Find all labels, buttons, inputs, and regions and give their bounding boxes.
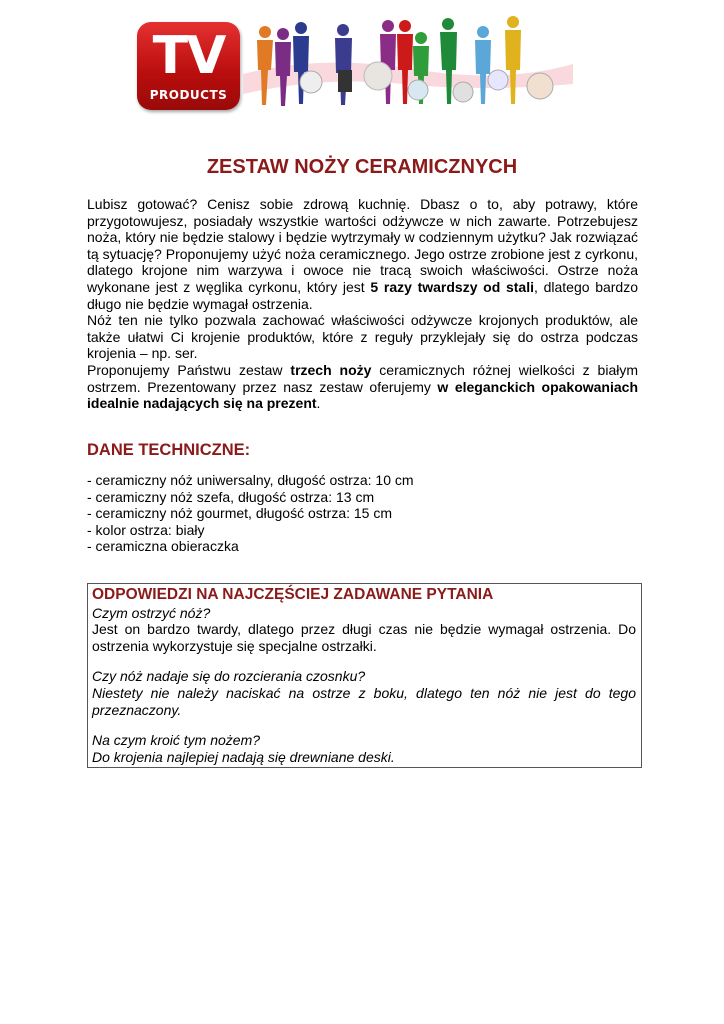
logo-tv-text: TV <box>152 26 225 86</box>
faq-box <box>87 583 642 768</box>
intro-paragraph-1 <box>87 196 638 312</box>
intro-p3-text: Proponujemy Państwu zestaw <box>87 361 291 378</box>
faq-question: Na czym kroić tym nożem? <box>92 732 261 749</box>
intro-p3-text-end: . <box>316 395 321 412</box>
faq-question: Czy nóż nadaje się do rozcierania czosnku? <box>92 668 366 685</box>
intro-p3-bold-1: trzech noży <box>290 361 372 378</box>
faq-heading: ODPOWIEDZI NA NAJCZĘŚCIEJ ZADAWANE PYTANIA <box>92 586 494 603</box>
faq-answer: Jest on bardzo twardy, dlatego przez długi czas nie będzie wymagał ostrzenia. Do ostrzenia wykorzystuje się specjalne ostrzałki. <box>92 621 636 654</box>
faq-question: Czym ostrzyć nóż? <box>92 604 211 621</box>
intro-p1-bold: 5 razy twardszy od stali <box>370 278 534 295</box>
logo-products-text: PRODUCTS <box>149 88 228 102</box>
spec-item: - ceramiczna obieraczka <box>87 538 239 555</box>
spec-item: - ceramiczny nóż szefa, długość ostrza: 13 cm <box>87 488 375 505</box>
spec-item: - kolor ostrza: biały <box>87 521 205 538</box>
faq-item <box>92 668 641 718</box>
people-silhouettes-graphic <box>243 14 573 112</box>
tv-products-logo <box>137 22 240 110</box>
faq-item <box>92 732 641 765</box>
intro-p1-text: Lubisz gotować? Cenisz sobie zdrową kuchnię. Dbasz o to, aby potrawy, które przygotowujesz, posiadały wszystkie wartości odżywcze w nich zawarte. Potrzebujesz noża, który nie będzie stalowy i będzie wytrzymały w codziennym użytku? Jak rozwiązać tą sytuację? Proponujemy użyć noża ceramicznego. Jego ostrze zrobione jest z cyrkonu, dlatego krojone nim warzywa i owoce nie tracą swoich właściwości. Ostrze noża wykonane jest z węglika cyrkonu, który jest <box>87 196 638 295</box>
intro-p3-bold-2: w eleganckich opakowaniach idealnie nadających się na prezent <box>87 378 638 412</box>
intro-p1-text-end: , dlatego bardzo długo nie będzie wymagał ostrzenia. <box>87 278 639 312</box>
specs-list <box>87 472 414 555</box>
intro-paragraph-2: Nóż ten nie tylko pozwala zachować właściwości odżywcze krojonych produktów, ale także ułatwi Ci krojenie produktów, które z reguły przyklejały się do ostrza podczas krojenia – np. ser. <box>87 312 638 362</box>
spec-item: - ceramiczny nóż gourmet, długość ostrza: 15 cm <box>87 505 393 522</box>
header-banner <box>133 14 573 112</box>
intro-text <box>87 196 638 412</box>
faq-item <box>92 605 641 655</box>
specs-heading: DANE TECHNICZNE: <box>87 441 251 459</box>
page-title: ZESTAW NOŻY CERAMICZNYCH <box>206 156 518 178</box>
intro-p3-text-mid: ceramicznych różnej wielkości z białym ostrzem. Prezentowany przez nasz zestaw oferujemy <box>87 361 638 395</box>
spec-item: - ceramiczny nóż uniwersalny, długość ostrza: 10 cm <box>87 472 414 488</box>
intro-paragraph-3 <box>87 362 638 412</box>
faq-answer: Do krojenia najlepiej nadają się drewniane deski. <box>92 748 395 765</box>
faq-answer: Niestety nie należy naciskać na ostrze z boku, dlatego ten nóż nie jest do tego przeznaczony. <box>92 684 636 718</box>
